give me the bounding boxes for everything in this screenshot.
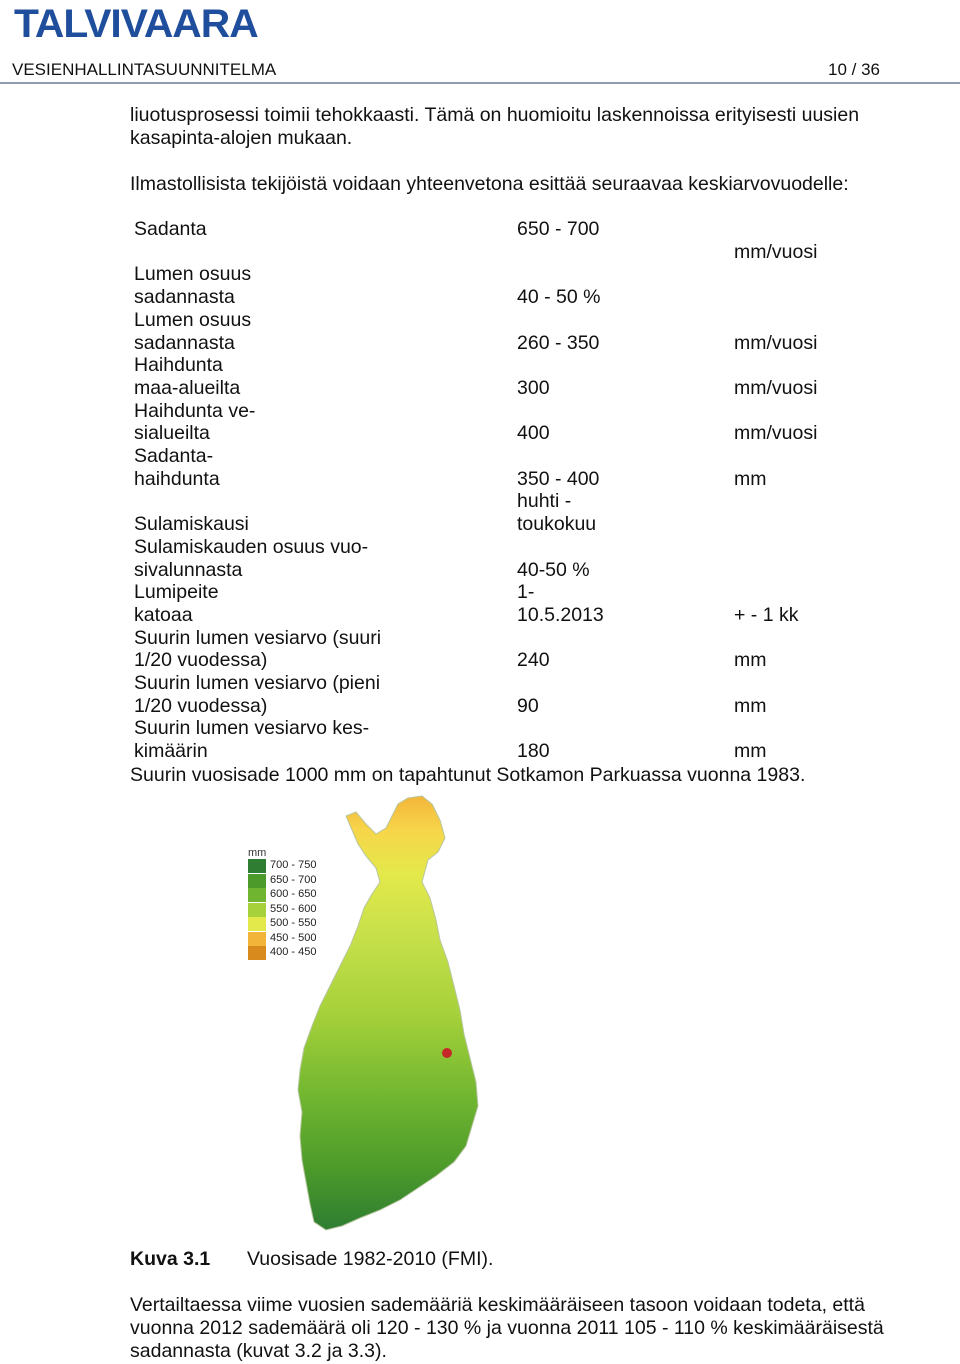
legend-label: 650 - 700 <box>270 873 317 886</box>
sotkamo-marker <box>442 1048 452 1058</box>
legend-swatch <box>248 874 266 888</box>
paragraph-line: sadannasta (kuvat 3.2 ja 3.3). <box>130 1340 387 1362</box>
row-value-line: 90 <box>517 694 539 717</box>
paragraph-line: liuotusprosessi toimii tehokkaasti. Tämä on huomioitu laskennoissa erityisesti uusien <box>130 104 860 126</box>
row-label-line: Haihdunta <box>134 354 223 377</box>
legend-label: 550 - 600 <box>270 902 317 915</box>
paragraph-max-rain: Suurin vuosisade 1000 mm on tapahtunut Sotkamon Parkuassa vuonna 1983. <box>130 764 806 786</box>
row-label-line: sialueilta <box>134 422 210 445</box>
legend-swatch <box>248 946 266 960</box>
row-label-line: 1/20 vuodessa) <box>134 694 268 717</box>
row-value-line: 40-50 % <box>517 558 590 581</box>
paragraph-comparison <box>130 1294 910 1363</box>
row-label-line: sivalunnasta <box>134 558 243 581</box>
precipitation-map <box>240 790 520 1235</box>
row-value-line: 40 - 50 % <box>517 286 601 309</box>
row-label-line: 1/20 vuodessa) <box>134 649 268 672</box>
document-title: VESIENHALLINTASUUNNITELMA <box>12 60 277 79</box>
row-value-line: 650 - 700 <box>517 218 600 240</box>
legend-swatch <box>248 917 266 931</box>
row-value-line: huhti - <box>517 490 572 513</box>
row-unit: mm/vuosi <box>734 331 818 354</box>
row-label-line: Lumen osuus <box>134 308 252 331</box>
row-label-line: maa-alueilta <box>134 376 241 399</box>
row-label-line: Suurin lumen vesiarvo (suuri <box>134 626 382 649</box>
row-value-line: 350 - 400 <box>517 467 600 490</box>
row-unit: mm/vuosi <box>734 422 818 445</box>
row-label-line: Sulamiskausi <box>134 513 249 536</box>
row-unit: mm/vuosi <box>734 376 818 399</box>
row-value-line: 10.5.2013 <box>517 603 604 626</box>
header-rule <box>0 82 960 84</box>
legend-swatch <box>248 903 266 917</box>
row-value-line: 300 <box>517 376 550 399</box>
row-label-line: Haihdunta ve- <box>134 399 256 422</box>
legend-label: 700 - 750 <box>270 859 317 871</box>
page-number: 10 / 36 <box>828 60 880 79</box>
legend-label: 500 - 550 <box>270 917 317 929</box>
row-unit: mm/vuosi <box>734 240 818 263</box>
row-label-line: Lumipeite <box>134 581 219 604</box>
paragraph-intro <box>130 104 910 150</box>
row-label-line: Lumen osuus <box>134 263 252 286</box>
page-header <box>12 60 948 80</box>
row-label-line: kimäärin <box>134 740 208 763</box>
paragraph-line: kasapinta-alojen mukaan. <box>130 127 353 149</box>
row-label-line: sadannasta <box>134 331 235 354</box>
row-unit: mm <box>734 694 767 717</box>
row-value-line: 180 <box>517 740 550 763</box>
row-label-line: Sulamiskauden osuus vuo- <box>134 535 369 558</box>
figure-number: Kuva 3.1 <box>130 1248 211 1270</box>
row-label-line: Suurin lumen vesiarvo kes- <box>134 717 370 740</box>
row-unit: mm <box>734 467 767 490</box>
row-label-line: haihdunta <box>134 467 220 490</box>
legend-swatch <box>248 932 266 946</box>
legend-label: 600 - 650 <box>270 888 317 900</box>
row-unit: + - 1 kk <box>734 603 799 626</box>
row-label-line: Sadanta <box>134 218 207 240</box>
row-label-line: Sadanta- <box>134 445 214 467</box>
company-logo: TALVIVAARA <box>14 2 258 46</box>
row-value-line: 1- <box>517 581 535 604</box>
row-value-line: toukokuu <box>517 513 597 536</box>
finland-outline <box>298 796 478 1230</box>
legend-label: 400 - 450 <box>270 946 317 958</box>
paragraph-line: Vertailtaessa viime vuosien sademääriä keskimääräiseen tasoon voidaan todeta, että <box>130 1294 865 1316</box>
figure-caption <box>130 1248 493 1271</box>
row-unit: mm <box>734 649 767 672</box>
legend-unit: mm <box>248 847 267 859</box>
row-label-line: sadannasta <box>134 286 235 309</box>
row-label-line: Suurin lumen vesiarvo (pieni <box>134 672 381 694</box>
row-value-line: 400 <box>517 422 550 445</box>
paragraph-line: vuonna 2012 sademäärä oli 120 - 130 % ja vuonna 2011 105 - 110 % keskimääräisestä <box>130 1317 884 1339</box>
legend-swatch <box>248 888 266 902</box>
paragraph-climate-lead: Ilmastollisista tekijöistä voidaan yhteenvetona esittää seuraavaa keskiarvovuodelle: <box>130 173 849 195</box>
finland-map-image <box>240 790 520 1235</box>
legend-swatch <box>248 859 266 873</box>
row-value-line: 240 <box>517 649 550 672</box>
row-value-line: 260 - 350 <box>517 331 600 354</box>
figure-text: Vuosisade 1982-2010 (FMI). <box>247 1248 494 1270</box>
legend-label: 450 - 500 <box>270 931 317 944</box>
row-label-line: katoaa <box>134 603 193 626</box>
row-unit: mm <box>734 740 767 763</box>
